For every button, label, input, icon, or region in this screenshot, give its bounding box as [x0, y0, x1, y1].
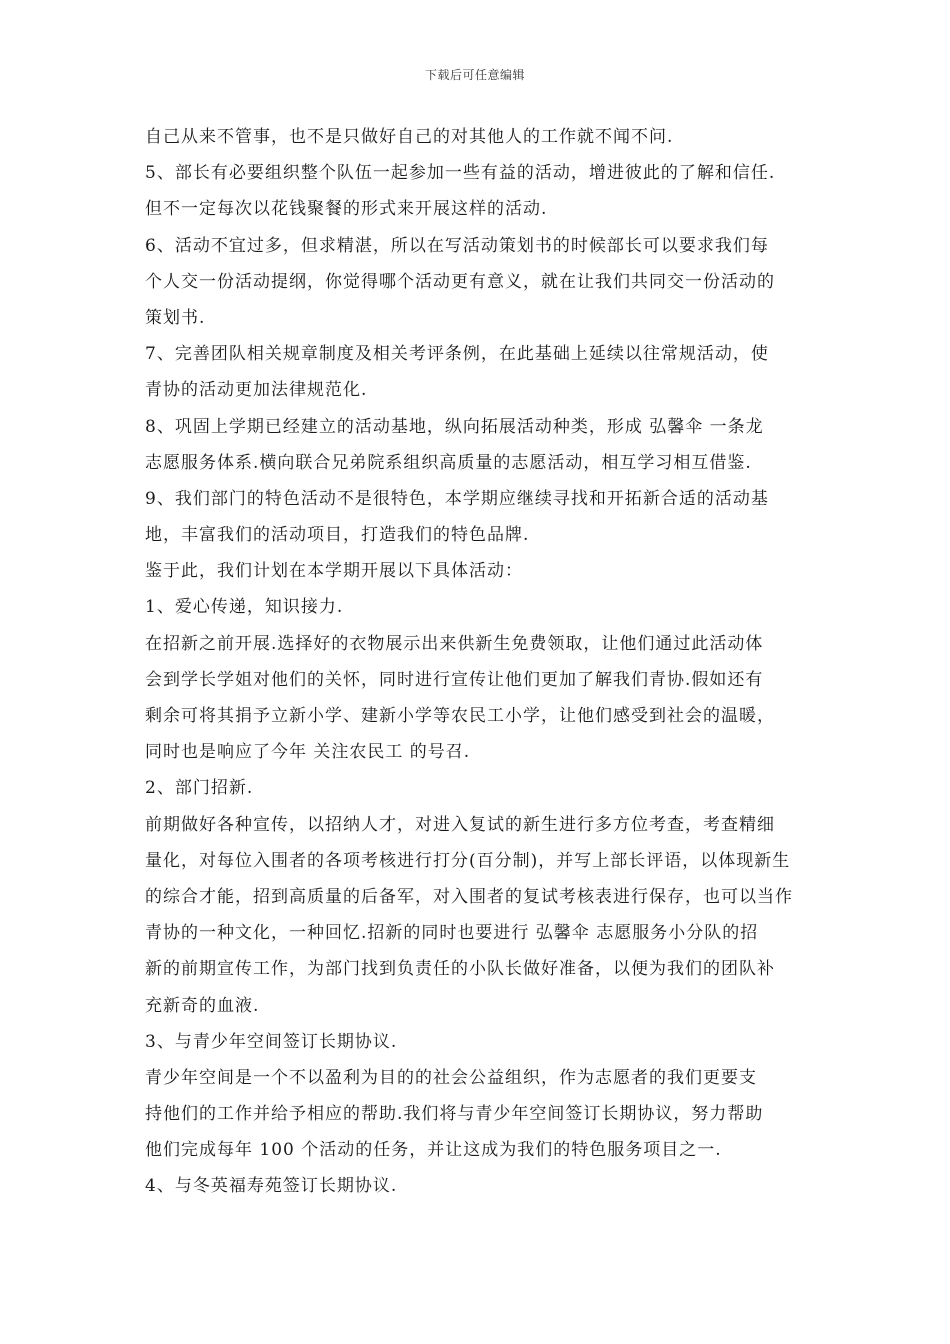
text-line: 地，丰富我们的活动项目，打造我们的特色品牌.	[145, 525, 530, 546]
text-line: 2、部门招新.	[145, 778, 254, 799]
text-line: 但不一定每次以花钱聚餐的形式来开展这样的活动.	[145, 199, 548, 220]
text-line: 剩余可将其捐予立新小学、建新小学等农民工小学，让他们感受到社会的温暖，	[145, 706, 775, 726]
text-line: 青协的活动更加法律规范化.	[145, 380, 368, 401]
text-line: 持他们的工作并给予相应的帮助.我们将与青少年空间签订长期协议，努力帮助	[145, 1104, 764, 1125]
text-line: 同时也是响应了今年 关注农民工 的号召.	[145, 742, 471, 763]
text-line: 自己从来不管事，也不是只做好自己的对其他人的工作就不闻不问.	[145, 127, 674, 147]
page-header: 下载后可任意编辑	[424, 68, 525, 82]
text-line: 青少年空间是一个不以盈利为目的的社会公益组织，作为志愿者的我们更要支	[145, 1067, 757, 1088]
text-line: 新的前期宣传工作，为部门找到负责任的小队长做好准备，以便为我们的团队补	[145, 959, 775, 980]
text-line: 量化，对每位入围者的各项考核进行打分(百分制)，并写上部长评语，以体现新生	[145, 850, 791, 871]
text-line: 5、部长有必要组织整个队伍一起参加一些有益的活动，增进彼此的了解和信任.	[145, 163, 776, 184]
text-line: 策划书.	[145, 307, 206, 328]
text-line: 7、完善团队相关规章制度及相关考评条例，在此基础上延续以往常规活动，使	[145, 344, 769, 365]
text-line: 9、我们部门的特色活动不是很特色，本学期应继续寻找和开拓新合适的活动基	[145, 488, 769, 509]
text-line: 6、活动不宜过多，但求精湛，所以在写活动策划书的时候部长可以要求我们每	[145, 235, 769, 256]
text-line: 充新奇的血液.	[145, 995, 260, 1016]
text-line: 前期做好各种宣传，以招纳人才，对进入复试的新生进行多方位考查，考查精细	[145, 814, 775, 835]
text-line: 3、与青少年空间签订长期协议.	[145, 1031, 398, 1052]
text-line: 青协的一种文化，一种回忆.招新的同时也要进行 弘馨伞 志愿服务小分队的招	[145, 923, 759, 944]
text-line: 个人交一份活动提纲，你觉得哪个活动更有意义，就在让我们共同交一份活动的	[145, 271, 775, 292]
text-line: 鉴于此，我们计划在本学期开展以下具体活动：	[145, 561, 523, 582]
text-line: 4、与冬英福寿苑签订长期协议.	[145, 1176, 398, 1197]
text-line: 他们完成每年 100 个活动的任务，并让这成为我们的特色服务项目之一.	[145, 1140, 722, 1161]
text-line: 志愿服务体系.横向联合兄弟院系组织高质量的志愿活动，相互学习相互借鉴.	[145, 452, 752, 473]
text-line: 会到学长学姐对他们的关怀，同时进行宣传让他们更加了解我们青协.假如还有	[145, 669, 764, 690]
text-line: 的综合才能，招到高质量的后备军，对入围者的复试考核表进行保存，也可以当作	[145, 886, 793, 907]
text-line: 在招新之前开展.选择好的衣物展示出来供新生免费领取，让他们通过此活动体	[145, 633, 764, 654]
text-line: 8、巩固上学期已经建立的活动基地，纵向拓展活动种类，形成 弘馨伞 一条龙	[145, 416, 764, 437]
document-body	[145, 119, 825, 1205]
text-line: 1、爱心传递，知识接力.	[145, 597, 344, 618]
